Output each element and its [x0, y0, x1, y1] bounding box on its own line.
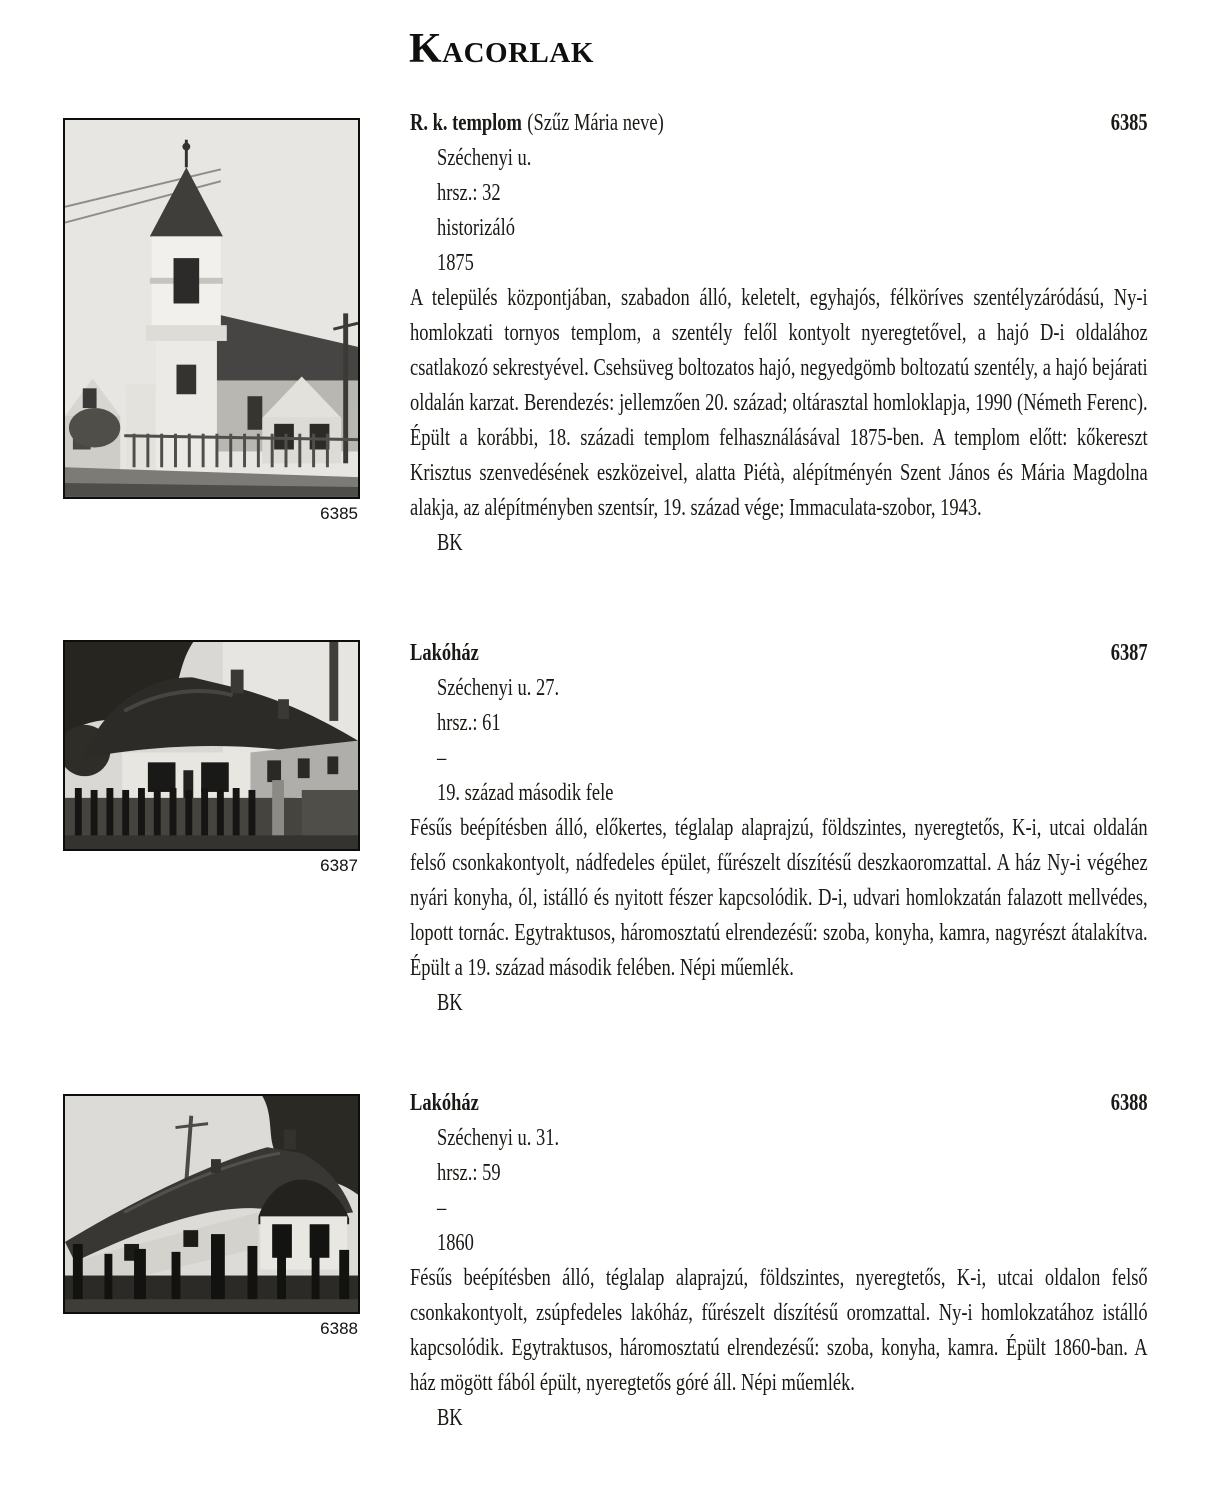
entry-address: Széchenyi u. 31. — [436, 1125, 560, 1151]
thatched-farmhouse-photo — [63, 1094, 360, 1314]
photo-caption: 6388 — [320, 1319, 358, 1339]
entry-author-initials: BK — [436, 1405, 463, 1431]
entry-description: Fésűs beépítésben álló, téglalap alaprajzú, földszintes, nyeregtetős, K-i, utcai oldalon felső csonkakontyolt, zsúpfedeles lakóház, fűrészelt díszítésű oromzattal. Ny-i homlokzatához istálló kapcsolódik. Egytraktusos, háromosztatú elrendezésű: szoba, konyha, kamra. Épült 1860-ban. A ház mögött fából épült, nyeregtetős góré áll. Népi műemlék. — [410, 1265, 1148, 1396]
entry-parcel-number: hrsz.: 32 — [436, 180, 501, 206]
entry-name-bold: Lakóház — [410, 640, 479, 666]
entry-header — [410, 636, 1148, 671]
photo-caption: 6385 — [320, 503, 358, 523]
entry-description: A település központjában, szabadon álló, keletelt, egyhajós, félköríves szentélyzáródású, Ny-i homlokzati tornyos templom, a szentély felől kontyolt nyeregtetővel, a hajó D-i oldalához csatlakozó sekrestyével. Csehsüveg boltozatos hajó, negyedgömb boltozatú szentély, a hajó bejárati oldalán karzat. Berendezés: jellemzően 20. század; oltárasztal homloklapja, 1990 (Németh Ferenc). Épült a korábbi, 18. századi templom felhasználásával 1875-ben. A templom előtt: kőkereszt Krisztus szenvedésének eszközeivel, alatta Piétà, alépítményén Szent János és Mária Magdolna alakja, az alépítményben szentsír, 19. század vége; Immaculata-szobor, 1943. — [410, 285, 1148, 521]
thatched-house-photo — [63, 640, 360, 851]
entry-author-initials: BK — [436, 530, 463, 556]
entry-date: 1875 — [436, 250, 474, 276]
thatched-house-illustration — [65, 642, 358, 849]
entry-name-suffix: (Szűz Mária neve) — [527, 110, 664, 136]
thatched-farmhouse-illustration — [65, 1096, 358, 1312]
photo-caption: 6387 — [320, 856, 358, 876]
entry-6385 — [410, 106, 1148, 561]
entry-description: Fésűs beépítésben álló, előkertes, téglalap alaprajzú, földszintes, nyeregtetős, K-i, utcai oldalán felső csonkakontyolt, nádfedeles épület, fűrészelt díszítésű deszkaoromzattal. A ház Ny-i végéhez nyári konyha, ól, istálló és nyitott fészer kapcsolódik. D-i, udvari homlokzatán falazott mellvédes, lopott tornác. Egytraktusos, háromosztatú elrendezésű: szoba, konyha, kamra, nagyrészt átalakítva. Épült a 19. század második felében. Népi műemlék. — [410, 815, 1148, 981]
entry-number: 6385 — [1110, 110, 1148, 136]
photo-block-6388 — [63, 1094, 360, 1339]
entry-name-bold: Lakóház — [410, 1090, 479, 1116]
entry-header — [410, 1086, 1148, 1121]
entry-address: Széchenyi u. 27. — [436, 675, 560, 701]
entry-number: 6387 — [1110, 640, 1148, 666]
entry-name — [410, 106, 664, 141]
photo-block-6387 — [63, 640, 360, 876]
entry-6387 — [410, 636, 1148, 1021]
photo-block-6385 — [63, 118, 360, 524]
entry-name — [410, 1086, 484, 1121]
entry-parcel-number: hrsz.: 61 — [436, 710, 501, 736]
church-photo-illustration — [65, 120, 358, 497]
entry-header — [410, 106, 1148, 141]
entry-date: 19. század második fele — [436, 780, 614, 806]
entry-number: 6388 — [1110, 1090, 1148, 1116]
church-photo — [63, 118, 360, 499]
entry-6388 — [410, 1086, 1148, 1436]
entry-name — [410, 636, 484, 671]
entry-author-initials: BK — [436, 990, 463, 1016]
entry-date: 1860 — [436, 1230, 474, 1256]
entry-parcel-number: hrsz.: 59 — [436, 1160, 501, 1186]
entry-name-bold: R. k. templom — [410, 110, 522, 136]
entry-style: – — [436, 745, 447, 771]
entry-style: – — [436, 1195, 447, 1221]
page-title: Kacorlak — [409, 26, 594, 72]
entry-address: Széchenyi u. — [436, 145, 532, 171]
entry-style: historizáló — [436, 215, 515, 241]
